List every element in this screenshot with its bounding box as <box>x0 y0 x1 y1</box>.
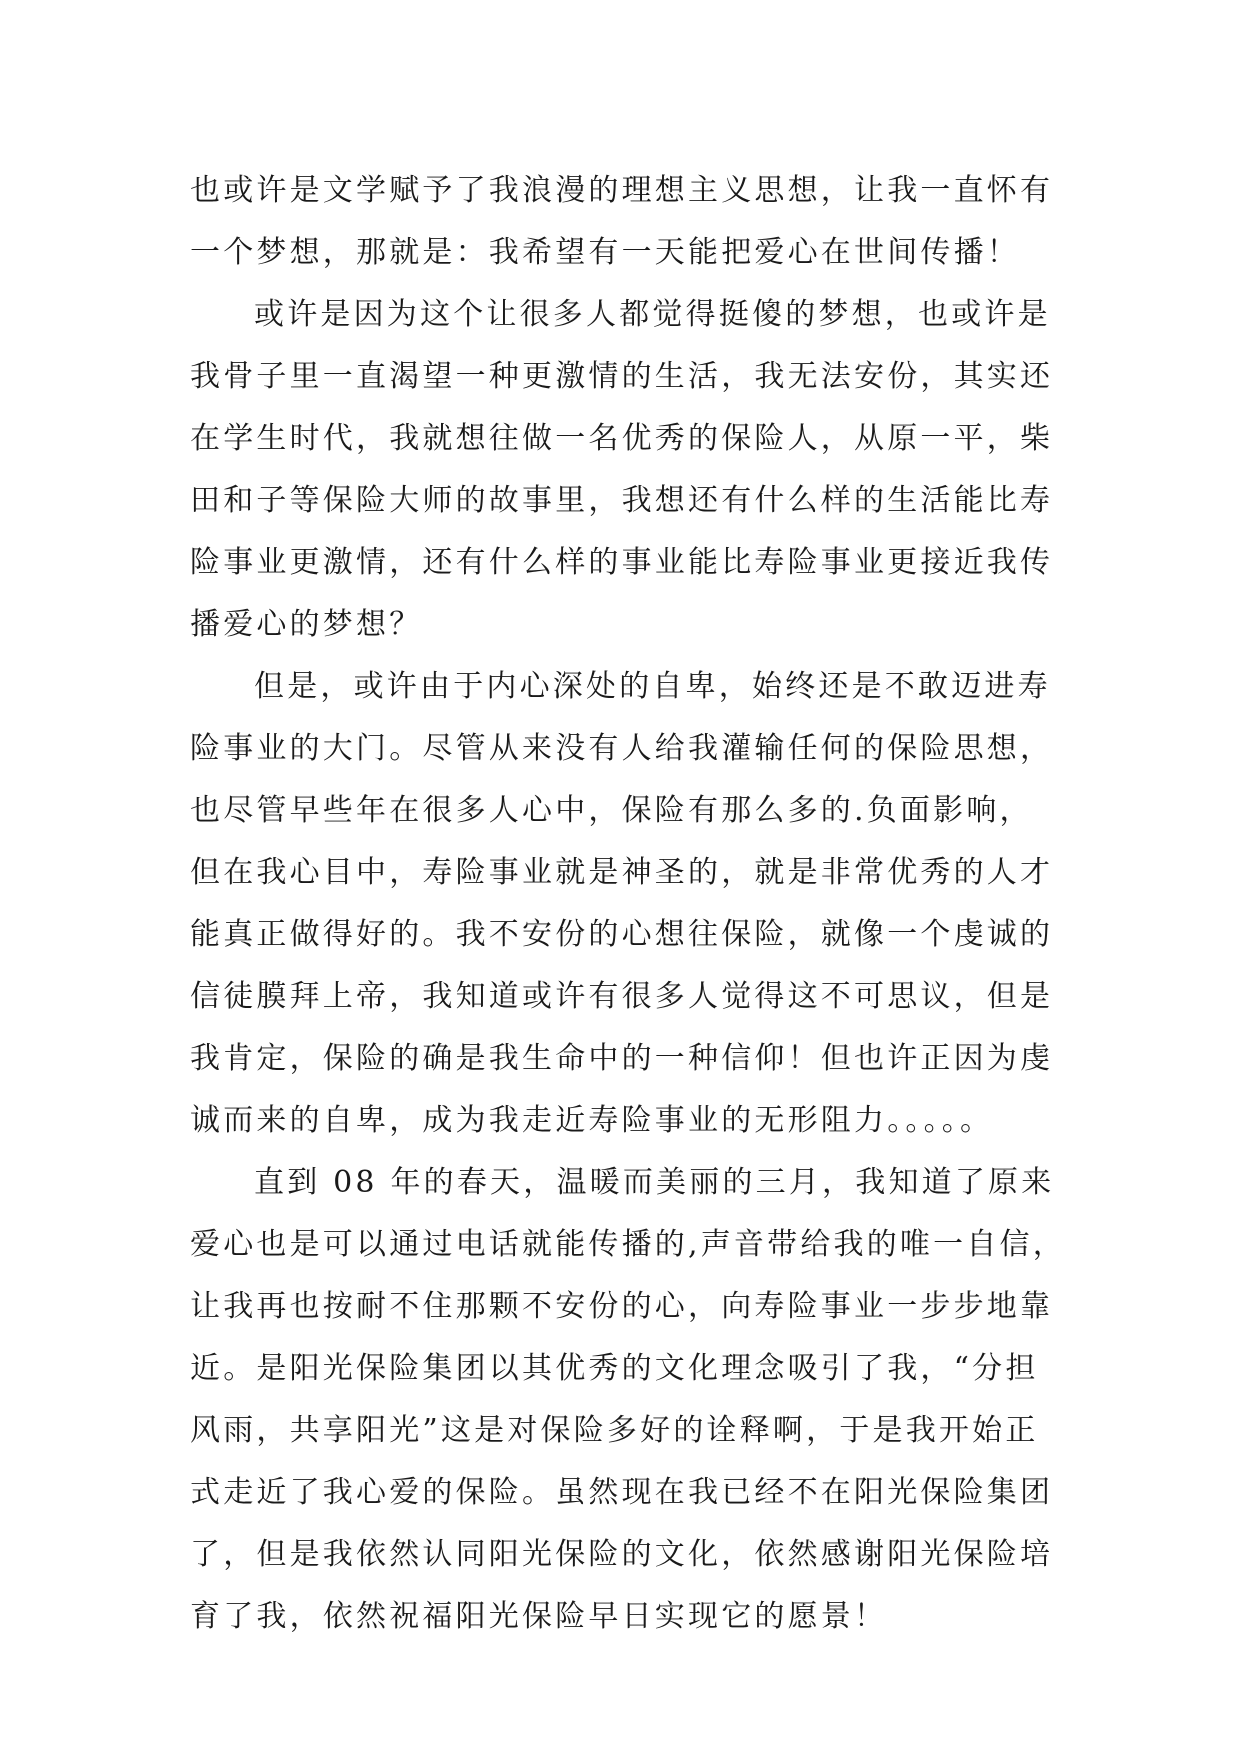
text-line: 诚而来的自卑，成为我走近寿险事业的无形阻力。。。。。 <box>190 1103 994 1138</box>
text-line: 了，但是我依然认同阳光保险的文化，依然感谢阳光保险培 <box>190 1537 1054 1572</box>
text-line: 能真正做得好的。我不安份的心想往保险，就像一个虔诚的 <box>190 917 1054 952</box>
text-line: 播爱心的梦想？ <box>190 607 423 642</box>
text-line: 直到 08 年的春天，温暖而美丽的三月，我知道了原来 <box>254 1165 1055 1200</box>
text-line: 险事业更激情，还有什么样的事业能比寿险事业更接近我传 <box>190 545 1054 580</box>
text-line: 我骨子里一直渴望一种更激情的生活，我无法安份，其实还 <box>190 359 1054 394</box>
text-line: 风雨，共享阳光”这是对保险多好的诠释啊，于是我开始正 <box>190 1413 1039 1448</box>
text-line: 信徒膜拜上帝，我知道或许有很多人觉得这不可思议，但是 <box>190 979 1054 1014</box>
text-line: 但在我心目中，寿险事业就是神圣的，就是非常优秀的人才 <box>190 855 1054 890</box>
text-line: 让我再也按耐不住那颗不安份的心，向寿险事业一步步地靠 <box>190 1289 1054 1324</box>
text-line: 或许是因为这个让很多人都觉得挺傻的梦想，也或许是 <box>254 297 1051 332</box>
text-line: 也尽管早些年在很多人心中，保险有那么多的.负面影响， <box>190 793 1033 828</box>
document-body <box>190 160 1070 1648</box>
text-line: 我肯定，保险的确是我生命中的一种信仰！但也许正因为虔 <box>190 1041 1054 1076</box>
text-line: 育了我，依然祝福阳光保险早日实现它的愿景！ <box>190 1599 888 1634</box>
text-line: 但是，或许由于内心深处的自卑，始终还是不敢迈进寿 <box>254 669 1051 704</box>
text-line: 也或许是文学赋予了我浪漫的理想主义思想，让我一直怀有 <box>190 173 1054 208</box>
text-line: 险事业的大门。尽管从来没有人给我灌输任何的保险思想， <box>190 731 1054 766</box>
text-line: 田和子等保险大师的故事里，我想还有什么样的生活能比寿 <box>190 483 1054 518</box>
text-line: 在学生时代，我就想往做一名优秀的保险人，从原一平，柴 <box>190 421 1054 456</box>
text-line: 一个梦想，那就是：我希望有一天能把爱心在世间传播！ <box>190 235 1020 270</box>
text-line: 近。是阳光保险集团以其优秀的文化理念吸引了我，“分担 <box>190 1351 1039 1386</box>
text-line: 爱心也是可以通过电话就能传播的,声音带给我的唯一自信， <box>190 1227 1066 1262</box>
text-line: 式走近了我心爱的保险。虽然现在我已经不在阳光保险集团 <box>190 1475 1054 1510</box>
